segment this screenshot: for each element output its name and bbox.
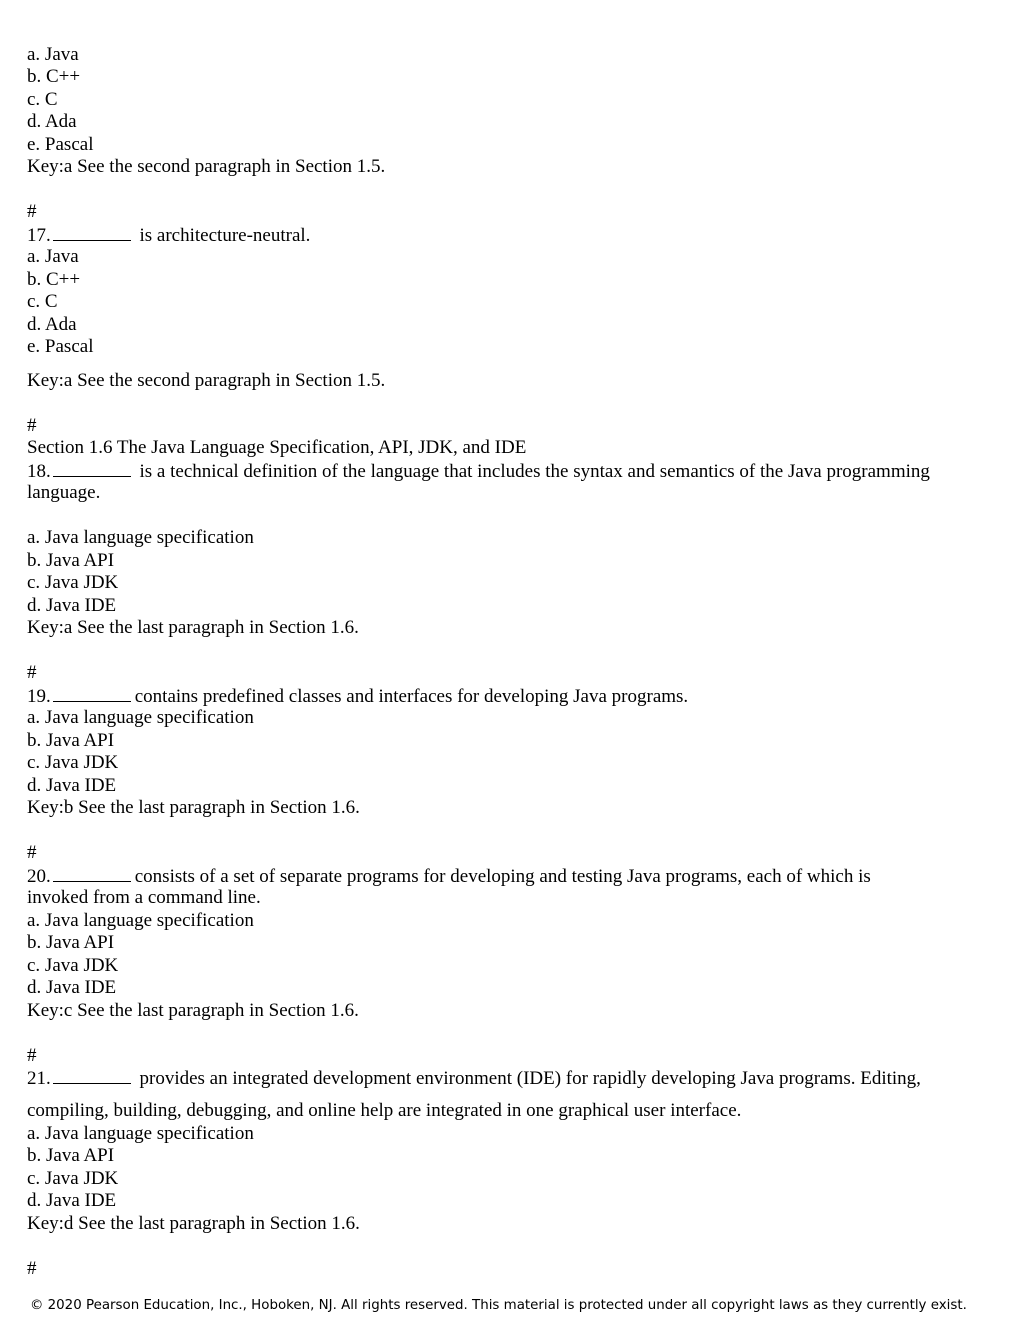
- q20-stem-continued: invoked from a command line.: [27, 887, 261, 908]
- section-heading: Section 1.6 The Java Language Specification, API, JDK, and IDE: [27, 437, 527, 458]
- q20-number: 20.: [27, 866, 51, 887]
- q19-option-a: a. Java language specification: [27, 707, 254, 728]
- q18-option-a: a. Java language specification: [27, 527, 254, 548]
- q17-option-a: a. Java: [27, 246, 79, 267]
- q16-option-a: a. Java: [27, 44, 79, 65]
- separator: #: [27, 662, 37, 683]
- q17-question: [27, 224, 310, 247]
- q16-option-d: d. Ada: [27, 111, 77, 132]
- q19-number: 19.: [27, 686, 51, 707]
- q21-option-c: c. Java JDK: [27, 1168, 119, 1189]
- answer-blank: [53, 865, 131, 882]
- q17-number: 17.: [27, 225, 51, 246]
- answer-blank: [53, 224, 131, 241]
- q20-stem: consists of a set of separate programs for developing and testing Java programs, each of which is: [134, 866, 871, 887]
- q20-option-c: c. Java JDK: [27, 955, 119, 976]
- q21-option-a: a. Java language specification: [27, 1123, 254, 1144]
- q16-answer-key: Key:a See the second paragraph in Section 1.5.: [27, 156, 386, 177]
- q19-option-d: d. Java IDE: [27, 775, 117, 796]
- q21-stem-continued: compiling, building, debugging, and online help are integrated in one graphical user interface.: [27, 1100, 742, 1121]
- separator: #: [27, 415, 37, 436]
- q18-number: 18.: [27, 461, 51, 482]
- q21-option-b: b. Java API: [27, 1145, 115, 1166]
- q20-option-a: a. Java language specification: [27, 910, 254, 931]
- q19-question: [27, 685, 688, 708]
- q20-option-b: b. Java API: [27, 932, 115, 953]
- q18-option-d: d. Java IDE: [27, 595, 117, 616]
- q21-option-d: d. Java IDE: [27, 1190, 117, 1211]
- q16-option-b: b. C++: [27, 66, 81, 87]
- q18-stem: is a technical definition of the language that includes the syntax and semantics of the Java programming: [139, 461, 930, 482]
- separator: #: [27, 201, 37, 222]
- q17-option-c: c. C: [27, 291, 58, 312]
- q19-stem: contains predefined classes and interfaces for developing Java programs.: [134, 686, 689, 707]
- q17-option-e: e. Pascal: [27, 336, 94, 357]
- copyright-footer: © 2020 Pearson Education, Inc., Hoboken, NJ. All rights reserved. This material is protected under all copyright laws as they currently exist.: [30, 1298, 967, 1313]
- q21-answer-key: Key:d See the last paragraph in Section 1.6.: [27, 1213, 360, 1234]
- q17-option-d: d. Ada: [27, 314, 77, 335]
- q19-answer-key: Key:b See the last paragraph in Section 1.6.: [27, 797, 360, 818]
- q20-question: [27, 865, 871, 888]
- q18-answer-key: Key:a See the last paragraph in Section 1.6.: [27, 617, 359, 638]
- q18-question: [27, 460, 930, 483]
- separator: #: [27, 1045, 37, 1066]
- q18-option-c: c. Java JDK: [27, 572, 119, 593]
- q17-stem: is architecture-neutral.: [139, 225, 311, 246]
- q16-option-e: e. Pascal: [27, 134, 94, 155]
- q21-stem: provides an integrated development environment (IDE) for rapidly developing Java programs. Editing,: [139, 1068, 921, 1089]
- answer-blank: [53, 460, 131, 477]
- q17-option-b: b. C++: [27, 269, 81, 290]
- q18-stem-continued: language.: [27, 482, 101, 503]
- separator: #: [27, 842, 37, 863]
- q21-question: [27, 1067, 921, 1090]
- q21-number: 21.: [27, 1068, 51, 1089]
- answer-blank: [53, 685, 131, 702]
- answer-blank: [53, 1067, 131, 1084]
- q20-answer-key: Key:c See the last paragraph in Section 1.6.: [27, 1000, 359, 1021]
- q19-option-c: c. Java JDK: [27, 752, 119, 773]
- q20-option-d: d. Java IDE: [27, 977, 117, 998]
- separator: #: [27, 1258, 37, 1279]
- q16-option-c: c. C: [27, 89, 58, 110]
- q18-option-b: b. Java API: [27, 550, 115, 571]
- q17-answer-key: Key:a See the second paragraph in Section 1.5.: [27, 370, 386, 391]
- q19-option-b: b. Java API: [27, 730, 115, 751]
